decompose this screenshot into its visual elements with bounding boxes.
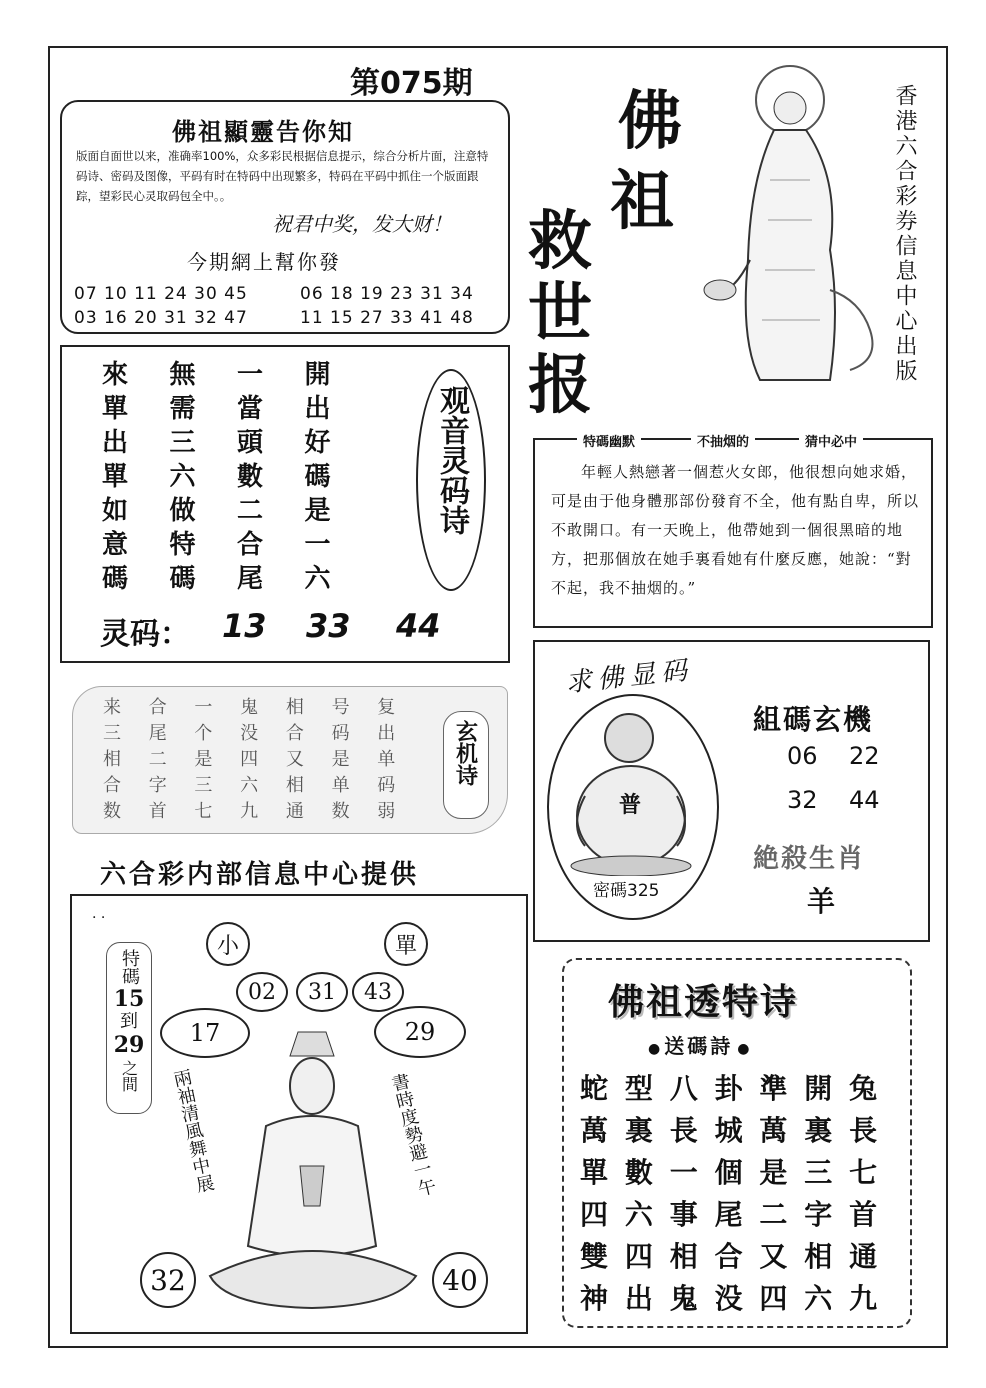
- title-char-2: 祖: [610, 164, 674, 239]
- poem1-char: 頭: [237, 428, 264, 458]
- xuanji-char: 四: [240, 749, 259, 770]
- top-number-2: 31: [296, 972, 348, 1012]
- title-char-5: 报: [528, 348, 592, 423]
- poem2-char: 二: [759, 1198, 788, 1231]
- xuanji-char: 首: [148, 801, 167, 822]
- top-number-1: 02: [236, 972, 288, 1012]
- poem1-char: 特: [169, 530, 196, 560]
- xuanji-char: 三: [103, 723, 121, 744]
- xuanji-label: 玄机诗: [452, 720, 479, 786]
- title-char-4: 世: [528, 276, 592, 351]
- buddha-box: [533, 640, 930, 942]
- xuanji-char: 相: [285, 775, 304, 796]
- buddha-arc-text: 求佛显码: [564, 655, 695, 699]
- poem1-char: 需: [169, 394, 196, 424]
- guanyin-standing-image: [690, 60, 890, 390]
- xuanji-char: 九: [240, 801, 259, 822]
- notice-box: [60, 100, 510, 334]
- poem1-char: 做: [169, 496, 196, 526]
- xuanji-char: 合: [103, 775, 121, 796]
- notice-slogan: 祝君中奖，发大财！: [272, 212, 452, 236]
- poem2-char: 雙: [580, 1240, 609, 1273]
- xuanji-char: 数: [103, 801, 121, 822]
- combo-title: 組碼玄機: [753, 703, 874, 736]
- tema-a: 15: [113, 986, 145, 1012]
- poem2-char: 城: [714, 1114, 743, 1147]
- xuanji-char: 复: [377, 697, 396, 718]
- poem2-char: 相: [669, 1240, 698, 1273]
- riddle-header-mid: 不抽烟的: [691, 431, 755, 450]
- xuanji-char: 弱: [377, 801, 396, 822]
- xuanji-char: 相: [285, 697, 304, 718]
- provider-label: 六合彩内部信息中心提供: [100, 860, 420, 890]
- poem1-box: [60, 345, 510, 663]
- bullet-left-icon: ●: [648, 1041, 661, 1057]
- poem2-char: 準: [759, 1072, 788, 1105]
- issue-number: 第075期: [350, 66, 473, 101]
- net-row1-left: 07 10 11 24 30 45: [74, 284, 248, 304]
- poem2-char: 三: [804, 1156, 833, 1189]
- poem1-char: 二: [237, 496, 264, 526]
- ling-label: 灵码：: [100, 617, 190, 652]
- poem2-char: 開: [804, 1072, 833, 1105]
- tema-end: 之間: [119, 1060, 139, 1092]
- poem2-grid: [580, 1068, 894, 1320]
- verse-right: 書時度勢避一午: [387, 1071, 438, 1199]
- poem2-char: 四: [580, 1198, 609, 1231]
- xuanji-char: 没: [240, 723, 259, 744]
- poem2-char: 合: [714, 1240, 743, 1273]
- poem1-char: 六: [169, 462, 196, 492]
- poem2-char: 是: [759, 1156, 788, 1189]
- poem1-char: 數: [237, 462, 264, 492]
- riddle-header-left: 特碼幽默: [577, 431, 641, 450]
- poem2-char: 兔: [849, 1072, 878, 1105]
- poem2-char: 神: [580, 1282, 609, 1315]
- xuanji-char: 相: [103, 749, 121, 770]
- poem2-char: 長: [849, 1114, 878, 1147]
- poem1-char: 碼: [102, 564, 129, 594]
- poem2-char: 長: [669, 1114, 698, 1147]
- poem2-char: 没: [714, 1282, 743, 1315]
- poem1-label-oval: [416, 369, 486, 591]
- poem2-char: 蛇: [580, 1072, 609, 1105]
- poem1-char: 一: [304, 530, 331, 560]
- right-number: 29: [374, 1006, 466, 1058]
- poem1-char: 合: [237, 530, 264, 560]
- ling-number-2: 33: [306, 607, 351, 645]
- xuanji-grid: [103, 693, 423, 823]
- net-row1-right: 06 18 19 23 31 34: [300, 284, 474, 304]
- combo-number-1: 06: [787, 742, 818, 770]
- poem2-box: [562, 958, 912, 1328]
- notice-title: 佛祖顯靈告你知: [172, 117, 354, 146]
- left-number: 17: [160, 1008, 250, 1058]
- poem2-subtitle-wrap: [648, 1030, 749, 1059]
- poem2-char: 單: [580, 1156, 609, 1189]
- poem1-char: 來: [102, 360, 129, 390]
- xuanji-char: 码: [377, 775, 396, 796]
- dots: . .: [92, 906, 106, 922]
- poem2-char: 七: [849, 1156, 878, 1189]
- ling-number-1: 13: [222, 607, 267, 645]
- poem2-char: 四: [759, 1282, 788, 1315]
- combo-number-4: 44: [849, 786, 880, 814]
- poem2-char: 裏: [804, 1114, 833, 1147]
- xuanji-char: 合: [148, 697, 167, 718]
- poem2-char: 萬: [759, 1114, 788, 1147]
- xuanji-char: 六: [240, 775, 259, 796]
- poem2-char: 相: [804, 1240, 833, 1273]
- net-row2-right: 11 15 27 33 41 48: [300, 308, 474, 328]
- xuanji-char: 是: [331, 749, 350, 770]
- poem1-char: 碼: [169, 564, 196, 594]
- poem2-char: 又: [759, 1240, 788, 1273]
- xuanji-char: 单: [331, 775, 350, 796]
- xuanji-char: 单: [377, 749, 396, 770]
- ling-number-3: 44: [396, 607, 441, 645]
- poem1-char: 如: [102, 496, 129, 526]
- xuanji-char: 来: [103, 697, 121, 718]
- poem1-char: 開: [304, 360, 331, 390]
- xuanji-char: 又: [285, 749, 304, 770]
- single-badge: 單: [384, 922, 428, 966]
- poem2-char: 四: [624, 1240, 653, 1273]
- small-badge: 小: [206, 922, 250, 966]
- bullet-right-icon: ●: [737, 1041, 750, 1057]
- poem2-char: 六: [624, 1198, 653, 1231]
- tema-box: [106, 942, 152, 1114]
- poem2-char: 六: [804, 1282, 833, 1315]
- verse-left: 兩袖清風舞中展: [169, 1067, 216, 1195]
- poem2-char: 裏: [624, 1114, 653, 1147]
- buddha-code: 密碼325: [593, 881, 660, 901]
- xuanji-char: 数: [331, 801, 350, 822]
- poem2-char: 一: [669, 1156, 698, 1189]
- xuanji-char: 一: [194, 697, 213, 718]
- poem1-char: 一: [237, 360, 264, 390]
- xuanji-char: 个: [194, 723, 213, 744]
- bottom-right-number: 40: [432, 1252, 488, 1308]
- poem1-char: 三: [169, 428, 196, 458]
- poem2-char: 事: [669, 1198, 698, 1231]
- poem1-char: 意: [102, 530, 129, 560]
- xuanji-char: 字: [148, 775, 167, 796]
- kill-title: 絶殺生肖: [753, 844, 866, 874]
- poem2-char: 卦: [714, 1072, 743, 1105]
- poem1-char: 當: [237, 394, 264, 424]
- tema-to: 到: [120, 1011, 138, 1032]
- poem2-char: 通: [849, 1240, 878, 1273]
- xuanji-scroll: [72, 686, 508, 834]
- xuanji-label-box: [443, 711, 489, 819]
- riddle-header-right: 猜中必中: [799, 431, 863, 450]
- title-char-1: 佛: [618, 84, 682, 159]
- poem2-char: 個: [714, 1156, 743, 1189]
- poem1-label: 观音灵码诗: [434, 385, 469, 535]
- net-title: 今期網上幫你發: [187, 250, 341, 274]
- publisher-label: 香港六合彩券信息中心出版: [892, 84, 917, 384]
- xuanji-char: 是: [194, 749, 213, 770]
- poem1-char: 出: [102, 428, 129, 458]
- tema-top: 特碼: [119, 949, 140, 985]
- top-number-3: 43: [352, 972, 404, 1012]
- poem1-char: 無: [169, 360, 196, 390]
- poem2-char: 型: [624, 1072, 653, 1105]
- poem1-char: 好: [304, 428, 331, 458]
- poem1-char: 尾: [237, 564, 264, 594]
- riddle-box: [533, 435, 933, 628]
- xuanji-char: 号: [331, 697, 350, 718]
- poem2-char: 數: [624, 1156, 653, 1189]
- notice-body: 版面自面世以来，准确率100%，众多彩民根据信息提示，综合分析片面，注意特码诗、密码及图像，平码有时在特码中出现繁多，特码在平码中抓住一个版面跟踪，望彩民心灵取码包全中。。: [76, 149, 489, 203]
- xuanji-char: 鬼: [240, 697, 259, 718]
- xuanji-char: 通: [285, 801, 304, 822]
- xuanji-char: 七: [194, 801, 213, 822]
- guanyin-box: [70, 894, 528, 1334]
- guanyin-seated-image: [206, 1026, 420, 1316]
- combo-number-3: 32: [787, 786, 818, 814]
- riddle-body: 年輕人熱戀著一個惹火女郎，他很想向她求婚，可是由于他身體那部份發育不全，他有點自卑，所以不敢開口。有一天晚上，他帶她到一個很黑暗的地方，把那個放在她手裏看她有什麼反應，她說：“對不起，我不抽烟的。”: [551, 463, 920, 597]
- poem1-char: 六: [304, 564, 331, 594]
- poem2-char: 出: [624, 1282, 653, 1315]
- poem2-title: 佛祖透特诗: [608, 981, 799, 1023]
- poem2-subtitle: 送碼詩: [664, 1034, 734, 1058]
- xuanji-char: 尾: [148, 723, 167, 744]
- bottom-left-number: 32: [140, 1252, 196, 1308]
- xuanji-char: 二: [148, 749, 167, 770]
- xuanji-char: 三: [194, 775, 213, 796]
- buddha-belly-char: 普: [619, 792, 642, 818]
- poem1-grid: [102, 359, 372, 595]
- net-row2-left: 03 16 20 31 32 47: [74, 308, 248, 328]
- poem2-char: 字: [804, 1198, 833, 1231]
- xuanji-char: 码: [331, 723, 350, 744]
- poem2-char: 八: [669, 1072, 698, 1105]
- poem1-char: 碼: [304, 462, 331, 492]
- tema-b: 29: [113, 1032, 145, 1058]
- poem2-char: 尾: [714, 1198, 743, 1231]
- poem1-char: 單: [102, 394, 129, 424]
- poem2-char: 鬼: [669, 1282, 698, 1315]
- poem1-char: 出: [304, 394, 331, 424]
- xuanji-char: 合: [285, 723, 304, 744]
- combo-number-2: 22: [849, 742, 880, 770]
- poem2-char: 九: [849, 1282, 878, 1315]
- xuanji-char: 出: [377, 723, 396, 744]
- title-char-3: 救: [528, 204, 592, 279]
- kill-zodiac: 羊: [807, 885, 836, 918]
- poem2-char: 首: [849, 1198, 878, 1231]
- poem1-char: 單: [102, 462, 129, 492]
- poem2-char: 萬: [580, 1114, 609, 1147]
- poem1-char: 是: [304, 496, 331, 526]
